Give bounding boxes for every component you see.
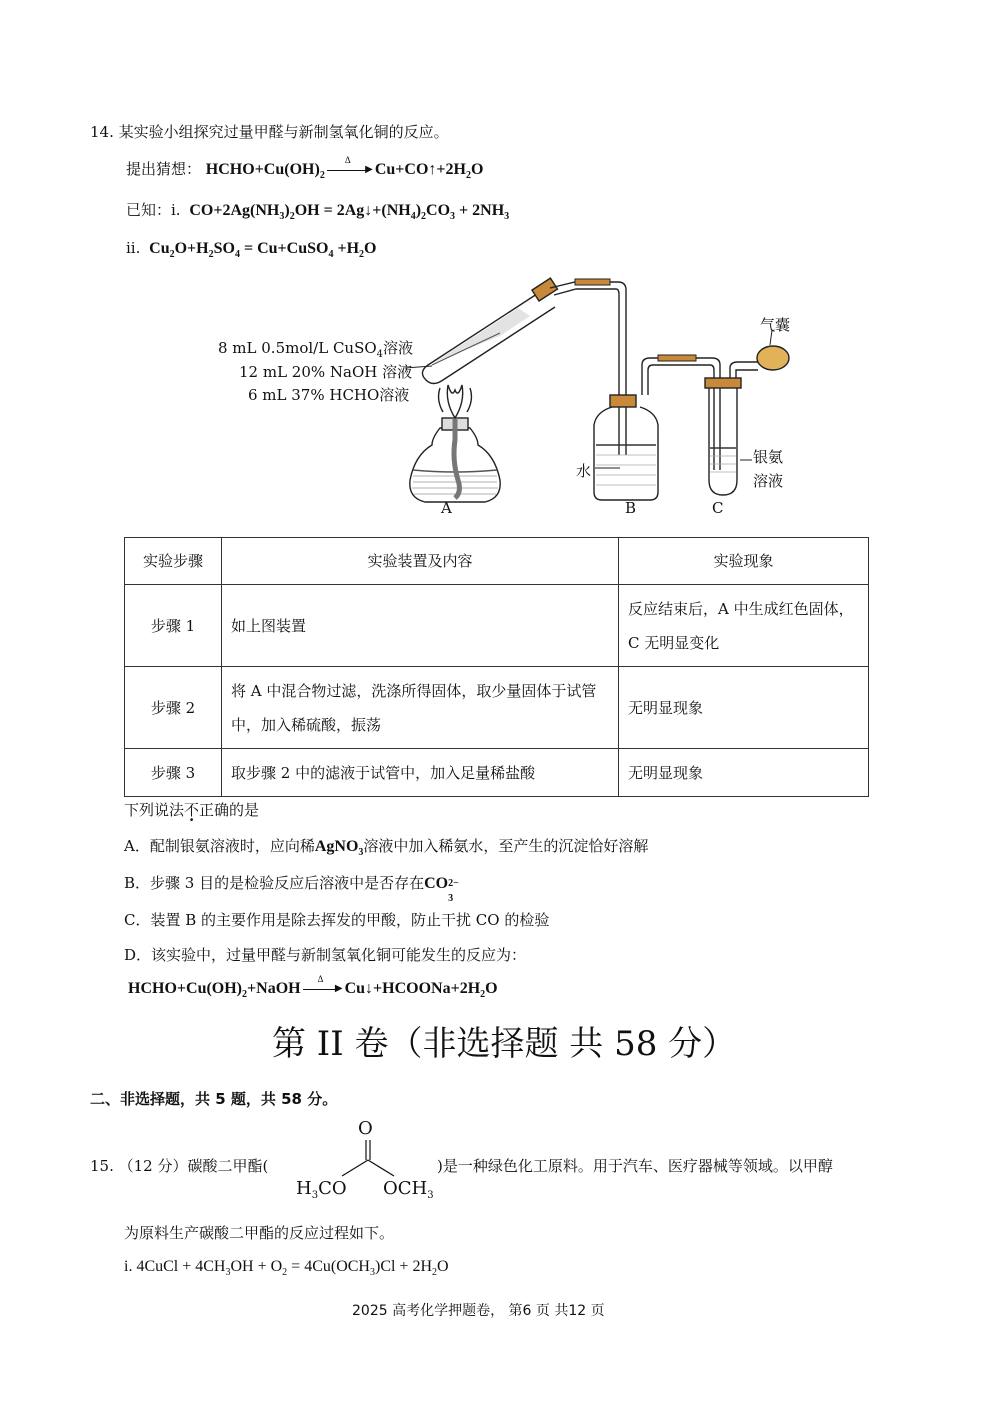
table-cell: 步骤 3 (125, 749, 222, 797)
reagent-label-3: 6 mL 37% HCHO溶液 (248, 386, 410, 404)
known-ii-equation: $Cu_2O+H_2SO_4$ = Cu+CuSO$_4$ $+H_2O$ (145, 240, 377, 260)
known-ii-line: ii. $Cu_2O+H_2SO_4$ = Cu+CuSO$_4$ $+H_2O$ (126, 239, 377, 260)
table-row (125, 749, 869, 797)
q15-stem-tail: )是一种绿色化工原料。用于汽车、医疗器械等领域。以甲醇 (437, 1157, 833, 1175)
table-cell: 反应结束后，A 中生成红色固体，C 无明显变化 (619, 585, 869, 667)
table-cell: 无明显现象 (619, 749, 869, 797)
header-cell: 实验装置及内容 (222, 538, 619, 585)
table-row (125, 667, 869, 749)
option-c[interactable]: C．装置 B 的主要作用是除去挥发的甲酸，防止干扰 CO 的检验 (124, 911, 550, 929)
table-cell: 将 A 中混合物过滤，洗涤所得固体，取少量固体于试管中，加入稀硫酸，振荡 (222, 667, 619, 749)
water-label: 水 (576, 462, 592, 480)
hypothesis-equation: $HCHO+Cu(OH)_2$ Δ ▶ $Cu+CO↑+2H_2O$ (205, 155, 484, 181)
option-b[interactable]: B．步骤 3 目的是检验反应后溶液中是否存在CO 2− 3 (124, 874, 459, 904)
balloon-label: 气囊 (760, 316, 791, 334)
structure-right-group: $OCH_3$ (383, 1178, 434, 1201)
hypothesis-line: 提出猜想： $HCHO+Cu(OH)_2$ Δ ▶ $Cu+CO↑+2H_2O$ (126, 155, 484, 181)
label-c: C (712, 499, 724, 517)
delivery-tube-ab (550, 279, 626, 455)
table-row (125, 585, 869, 667)
known-i-line: 已知：i. $CO+2Ag(NH_3)_2OH$ = $2Ag↓+(NH_4)_2CO_3 + 2NH_3$ (126, 201, 510, 222)
known-i-equation: $CO+2Ag(NH_3)_2OH$ = $2Ag↓+(NH_4)_2CO_3 + 2NH_3$ (185, 202, 510, 222)
silver-ammonia-label-1: 银氨 (753, 448, 784, 466)
reaction-i: i. 4CuCl + $4CH_3OH + O_2 = 4Cu(OCH_3)Cl + 2H_2O$ (124, 1258, 449, 1278)
question-prompt: 下列说法不正确的是 (124, 801, 260, 819)
reagent-label-2: 12 mL 20% NaOH 溶液 (239, 363, 413, 381)
page-footer: 2025 高考化学押题卷， 第6 页 共12 页 (352, 1303, 605, 1319)
reagent-label-1: 8 mL 0.5mol/L CuSO$_4$溶液 (218, 339, 414, 360)
header-cell: 实验步骤 (125, 538, 222, 585)
table-cell: 如上图装置 (222, 585, 619, 667)
experiment-table (124, 537, 869, 797)
option-a[interactable]: A．配制银氨溶液时，应向稀AgNO$_3$溶液中加入稀氨水，至产生的沉淀恰好溶解 (124, 837, 649, 858)
table-cell: 步骤 2 (125, 667, 222, 749)
label-a: A (441, 499, 452, 517)
header-cell: 实验现象 (619, 538, 869, 585)
table-cell: 取步骤 2 中的滤液于试管中，加入足量稀盐酸 (222, 749, 619, 797)
table-cell: 无明显现象 (619, 667, 869, 749)
structure-left-group: $H_3CO$ (296, 1178, 347, 1201)
table-cell: 步骤 1 (125, 585, 222, 667)
section-heading: 二、非选择题，共 5 题，共 58 分。 (90, 1090, 338, 1108)
structure-o: O (358, 1118, 373, 1139)
option-d-equation: $HCHO+Cu(OH)_2+NaOH$ Δ ▶ $Cu↓+HCOONa+2H_2O$ (128, 974, 498, 1000)
silver-ammonia-label-2: 溶液 (753, 472, 784, 490)
q15-line2: 为原料生产碳酸二甲酯的反应过程如下。 (124, 1224, 395, 1242)
q14-stem: 14. 某实验小组探究过量甲醛与新制氢氧化铜的反应。 (90, 123, 449, 141)
section-title: 第 II 卷（非选择题 共 58 分） (272, 1024, 737, 1064)
option-d[interactable]: D．该实验中，过量甲醛与新制氢氧化铜可能发生的反应为： (124, 946, 527, 964)
q15-stem: 15. （12 分）碳酸二甲酯( (90, 1157, 269, 1175)
wash-bottle-b (594, 355, 720, 500)
alcohol-lamp (410, 385, 500, 502)
test-tube-a (422, 278, 557, 383)
label-b: B (625, 499, 637, 517)
emphasis-text: 不正确 (184, 801, 230, 819)
table-header-row (125, 538, 869, 585)
